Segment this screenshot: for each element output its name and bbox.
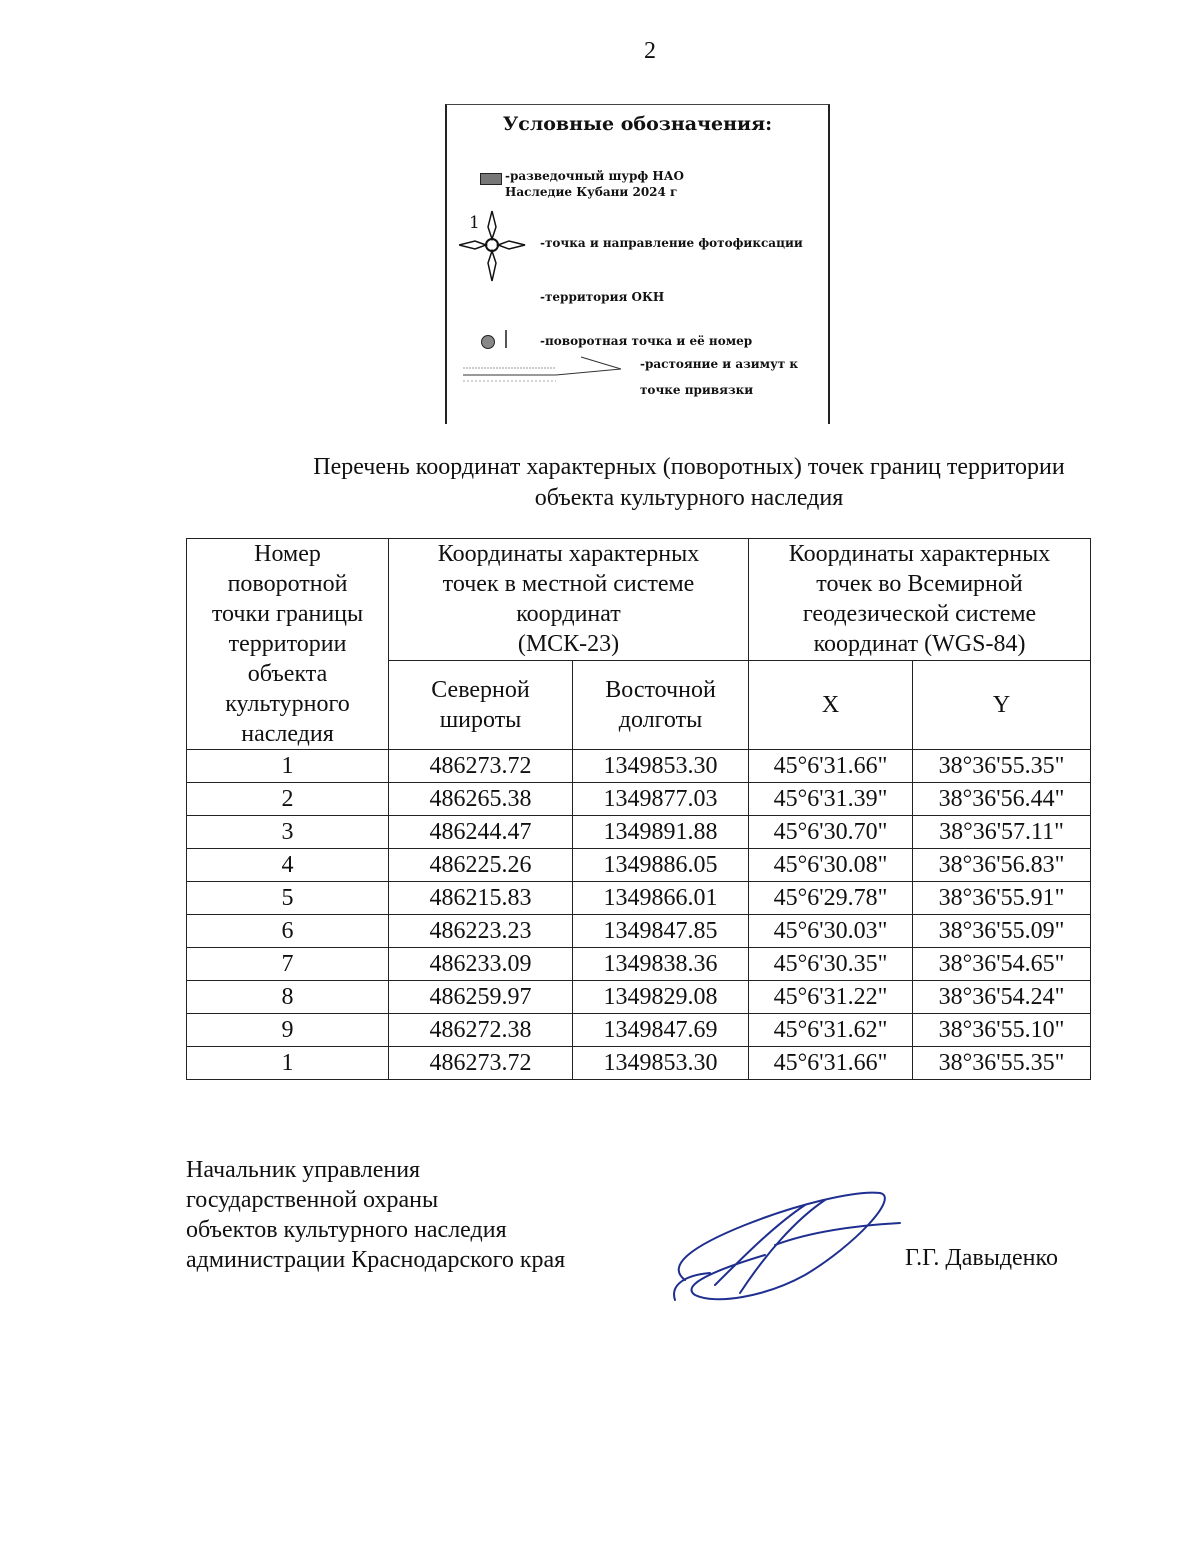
- col-x-header: X: [749, 660, 913, 749]
- north-cell: 486233.09: [389, 948, 573, 981]
- y-cell: 38°36'57.11": [913, 816, 1091, 849]
- point-number-cell: 6: [187, 915, 389, 948]
- east-cell: 1349877.03: [573, 783, 749, 816]
- legend-box: [445, 104, 830, 424]
- north-cell: 486273.72: [389, 1047, 573, 1080]
- x-cell: 45°6'30.35": [749, 948, 913, 981]
- point-number-cell: 9: [187, 1014, 389, 1047]
- legend-item-territory: -территория ОКН: [540, 290, 665, 304]
- x-cell: 45°6'31.66": [749, 750, 913, 783]
- legend-item-distance-line1: -растояние и азимут к: [640, 357, 799, 371]
- signer-title: [186, 1155, 565, 1275]
- signer-title-line4: администрации Краснодарского края: [186, 1247, 566, 1273]
- north-cell: 486223.23: [389, 915, 573, 948]
- table-heading: [150, 452, 1200, 514]
- north-cell: 486273.72: [389, 750, 573, 783]
- signer-title-line3: объектов культурного наследия: [186, 1217, 507, 1243]
- east-cell: 1349838.36: [573, 948, 749, 981]
- legend-item-turn-point: -поворотная точка и её номер: [540, 334, 753, 348]
- north-cell: 486272.38: [389, 1014, 573, 1047]
- table-row: [187, 750, 1091, 783]
- distance-azimuth-arrow-icon: [461, 355, 631, 385]
- table-row: [187, 1047, 1091, 1080]
- signer-title-line1: Начальник управления: [186, 1157, 421, 1183]
- col-local-coords-header: Координаты характерных точек в местной системе координат (МСК-23): [389, 539, 749, 661]
- legend-item-pit-line1: -разведочный шурф НАО: [505, 169, 684, 183]
- legend-title: Условные обозначения:: [502, 113, 773, 135]
- x-cell: 45°6'30.70": [749, 816, 913, 849]
- col-point-number-header: Номер поворотной точки границы территории объекта культурного наследия: [187, 539, 389, 750]
- north-cell: 486244.47: [389, 816, 573, 849]
- legend-item-distance-line2: точке привязки: [640, 383, 754, 397]
- east-cell: 1349853.30: [573, 750, 749, 783]
- legend-item-pit: [505, 168, 684, 200]
- legend-item-photo: -точка и направление фотофиксации: [540, 236, 803, 250]
- x-cell: 45°6'31.22": [749, 981, 913, 1014]
- y-cell: 38°36'55.91": [913, 882, 1091, 915]
- table-row: [187, 816, 1091, 849]
- table-row: [187, 849, 1091, 882]
- y-cell: 38°36'55.35": [913, 750, 1091, 783]
- pit-symbol-icon: [480, 173, 502, 185]
- col-north-header: Северной широты: [389, 660, 573, 749]
- page-number: 2: [644, 38, 656, 64]
- point-number-cell: 4: [187, 849, 389, 882]
- east-cell: 1349847.85: [573, 915, 749, 948]
- point-number-cell: 2: [187, 783, 389, 816]
- table-row: [187, 1014, 1091, 1047]
- table-row: [187, 882, 1091, 915]
- table-row: [187, 915, 1091, 948]
- col-wgs-coords-header: Координаты характерных точек во Всемирной геодезической системе координат (WGS-84): [749, 539, 1091, 661]
- y-cell: 38°36'56.83": [913, 849, 1091, 882]
- x-cell: 45°6'30.08": [749, 849, 913, 882]
- signer-name: Г.Г. Давыденко: [905, 1245, 1058, 1271]
- y-cell: 38°36'55.09": [913, 915, 1091, 948]
- point-number-cell: 1: [187, 1047, 389, 1080]
- y-cell: 38°36'56.44": [913, 783, 1091, 816]
- signer-title-line2: государственной охраны: [186, 1187, 439, 1213]
- point-number-cell: 8: [187, 981, 389, 1014]
- north-cell: 486265.38: [389, 783, 573, 816]
- col-east-header: Восточной долготы: [573, 660, 749, 749]
- north-cell: 486215.83: [389, 882, 573, 915]
- point-number-cell: 1: [187, 750, 389, 783]
- col-y-header: Y: [913, 660, 1091, 749]
- legend-item-pit-line2: Наследие Кубани 2024 г: [505, 185, 678, 199]
- point-number-cell: 7: [187, 948, 389, 981]
- table-heading-line2: объекта культурного наследия: [534, 485, 844, 511]
- point-number-cell: 3: [187, 816, 389, 849]
- east-cell: 1349891.88: [573, 816, 749, 849]
- turn-point-number-mark: [505, 330, 507, 348]
- y-cell: 38°36'55.35": [913, 1047, 1091, 1080]
- coordinates-table: [186, 538, 1091, 1080]
- east-cell: 1349866.01: [573, 882, 749, 915]
- north-cell: 486225.26: [389, 849, 573, 882]
- table-row: [187, 948, 1091, 981]
- x-cell: 45°6'30.03": [749, 915, 913, 948]
- east-cell: 1349886.05: [573, 849, 749, 882]
- y-cell: 38°36'55.10": [913, 1014, 1091, 1047]
- x-cell: 45°6'31.62": [749, 1014, 913, 1047]
- turn-point-icon: [481, 335, 495, 349]
- east-cell: 1349847.69: [573, 1014, 749, 1047]
- y-cell: 38°36'54.65": [913, 948, 1091, 981]
- table-heading-line1: Перечень координат характерных (поворотных) точек границ территории: [313, 454, 1065, 480]
- y-cell: 38°36'54.24": [913, 981, 1091, 1014]
- x-cell: 45°6'31.39": [749, 783, 913, 816]
- east-cell: 1349853.30: [573, 1047, 749, 1080]
- x-cell: 45°6'31.66": [749, 1047, 913, 1080]
- handwritten-signature: [655, 1185, 905, 1305]
- x-cell: 45°6'29.78": [749, 882, 913, 915]
- point-number-cell: 5: [187, 882, 389, 915]
- compass-number: 1: [469, 213, 480, 233]
- table-row: [187, 981, 1091, 1014]
- north-cell: 486259.97: [389, 981, 573, 1014]
- east-cell: 1349829.08: [573, 981, 749, 1014]
- table-row: [187, 783, 1091, 816]
